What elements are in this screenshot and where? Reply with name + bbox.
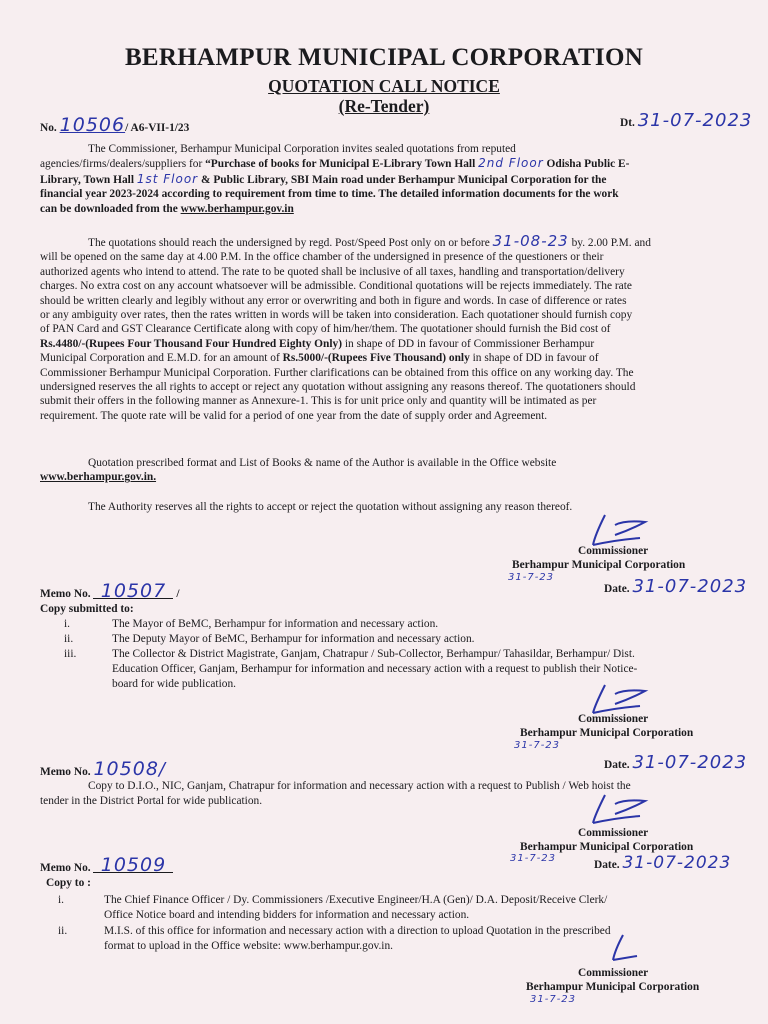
signature-4 xyxy=(605,932,645,966)
memo-2-line-2: tender in the District Portal for wide publication. xyxy=(40,795,263,807)
notice-title: QUOTATION CALL NOTICE xyxy=(268,76,500,96)
memo-2-number: Memo No. 10508/ xyxy=(40,758,166,780)
org-title: BERHAMPUR MUNICIPAL CORPORATION xyxy=(124,44,644,71)
memo-1-item-3-cont: Education Officer, Ganjam, Berhampur for information and necessary action with a request to publish their Notice- xyxy=(112,663,638,675)
commissioner-title-2: Commissioner xyxy=(578,713,649,725)
commissioner-org-3: Berhampur Municipal Corporation xyxy=(520,841,694,853)
paragraph-terms: The quotations should reach the undersigned by regd. Post/Speed Post only on or before 31-08-23 by. 2.00 P.M. and will be opened on the same day at 4.00 P.M. In the office chamber of the undersigned in presence of the questioners or their authorized agents who intend to attend. The rate to be quoted shall be inclusive of all taxes, handling and transportation/delivery charges. No extra cost on any account whatsoever will be admissible. Conditional quotations will be rejects immediately. The rate should be written clearly and legibly without any error or overwriting and both in figure and words. In case of difference or rates or any ambiguity over rates, then the rates written in words will be taken into consideration. Each quotationer should furnish copy of PAN Card and GST Clearance Certificate along with copy of him/her/them. The quotationer should furnish the Bid cost of Rs.4480/-(Rupees Four Thousand Four Hundred Eighty Only) in shape of DD in favour of Commissioner Berhampur Municipal Corporation and E.M.D. for an amount of Rs.5000/-(Rupees Five Thousand) only in shape of DD in favour of Commissioner Berhampur Municipal Corporation. Further clarifications can be obtained from this office on any working day. The undersigned reserves the all rights to accept or reject any quotation without assigning any reasons thereof. The quotationers should submit their offers in the following manner as Annexure-1. This is for unit price only and quantity will be intimated as per requirement. The quote rate will be valid for a period of one year from the date of supply order and Agreement. xyxy=(40,232,651,422)
signature-date-2: 31-7-23 xyxy=(514,740,561,751)
memo-3-copy-label: Copy to : xyxy=(46,877,91,889)
signature-date-4: 31-7-23 xyxy=(530,994,577,1005)
memo-1-number: Memo No. 10507 / xyxy=(40,580,180,602)
memo-3-item-2-line-1: M.I.S. of this office for information and necessary action with a direction to upload Quotation in the prescribed xyxy=(104,925,611,937)
signature-date-3: 31-7-23 xyxy=(510,853,557,864)
ref-number-handwritten: 10506 xyxy=(59,114,126,136)
website-link-2[interactable]: www.berhampur.gov.in. xyxy=(40,471,157,484)
commissioner-org-1: Berhampur Municipal Corporation xyxy=(512,559,686,571)
memo-1-copy-label: Copy submitted to: xyxy=(40,603,134,615)
website-link[interactable]: www.berhampur.gov.in xyxy=(180,202,294,215)
memo-3-item-2-line-2: format to upload in the Office website: www.berhampur.gov.in. xyxy=(104,940,394,952)
memo-1-item-2: ii. The Deputy Mayor of BeMC, Berhampur for information and necessary action. xyxy=(64,633,475,645)
memo-1-item-1: i. The Mayor of BeMC, Berhampur for information and necessary action. xyxy=(64,618,439,630)
retender-label: (Re-Tender) xyxy=(338,96,430,116)
memo-3-number: Memo No. 10509 xyxy=(40,858,173,875)
memo-3-item-1-num: i. xyxy=(58,894,65,906)
commissioner-title-1: Commissioner xyxy=(578,545,649,557)
memo-2-date: Date. 31-07-2023 xyxy=(604,752,748,773)
memo-3-item-1-line-1: The Chief Finance Officer / Dy. Commissioners /Executive Engineer/H.A (Gen)/ D.A. Deposit/Receive Clerk/ xyxy=(104,894,608,906)
memo-3-date: Date. 31-07-2023 xyxy=(594,853,732,873)
memo-2-line-1: Copy to D.I.O., NIC, Ganjam, Chatrapur for information and necessary action with a request to Publish / Web hoist the xyxy=(88,780,631,792)
memo-1-item-3: iii. The Collector & District Magistrate, Ganjam, Chatrapur / Sub-Collector, Berhampur/ Tahasildar, Berhampur/ Dist. xyxy=(64,648,635,660)
commissioner-org-2: Berhampur Municipal Corporation xyxy=(520,727,694,739)
memo-1-date: Date. 31-07-2023 xyxy=(604,576,748,597)
commissioner-org-4: Berhampur Municipal Corporation xyxy=(526,981,700,993)
ref-date-handwritten: 31-07-2023 xyxy=(637,110,753,131)
memo-3-item-1-line-2: Office Notice board and intending bidders for information and necessary action. xyxy=(104,909,470,921)
commissioner-title-3: Commissioner xyxy=(578,827,649,839)
ref-number: No. 10506/ A6-VII-1/23 xyxy=(40,114,190,136)
paragraph-intro: The Commissioner, Berhampur Municipal Corporation invites sealed quotations from reputed agencies/firms/dealers/suppliers for “Purchase of books for Municipal E-Library Town Hall 2nd Floor Odisha Public E- Library, Town Hall 1st Floor & Public Library, SBI Main road under Berhampur Municipal Corporation for the financial year 2023-2024 according to requirement from time to time. The detailed information documents for the work can be downloaded from the www.berhampur.gov.in xyxy=(40,143,630,215)
commissioner-title-4: Commissioner xyxy=(578,967,649,979)
signature-date-1: 31-7-23 xyxy=(508,572,555,583)
signature-3 xyxy=(585,790,655,828)
memo-1-item-3-cont2: board for wide publication. xyxy=(112,678,236,690)
paragraph-authority: The Authority reserves all the rights to accept or reject the quotation without assigning any reason thereof. xyxy=(88,501,573,513)
memo-3-item-2-num: ii. xyxy=(58,925,68,937)
paragraph-format: Quotation prescribed format and List of Books & name of the Author is available in the Office website www.berhampur.gov.in. xyxy=(40,456,720,485)
ref-date: Dt. 31-07-2023 xyxy=(620,110,753,131)
